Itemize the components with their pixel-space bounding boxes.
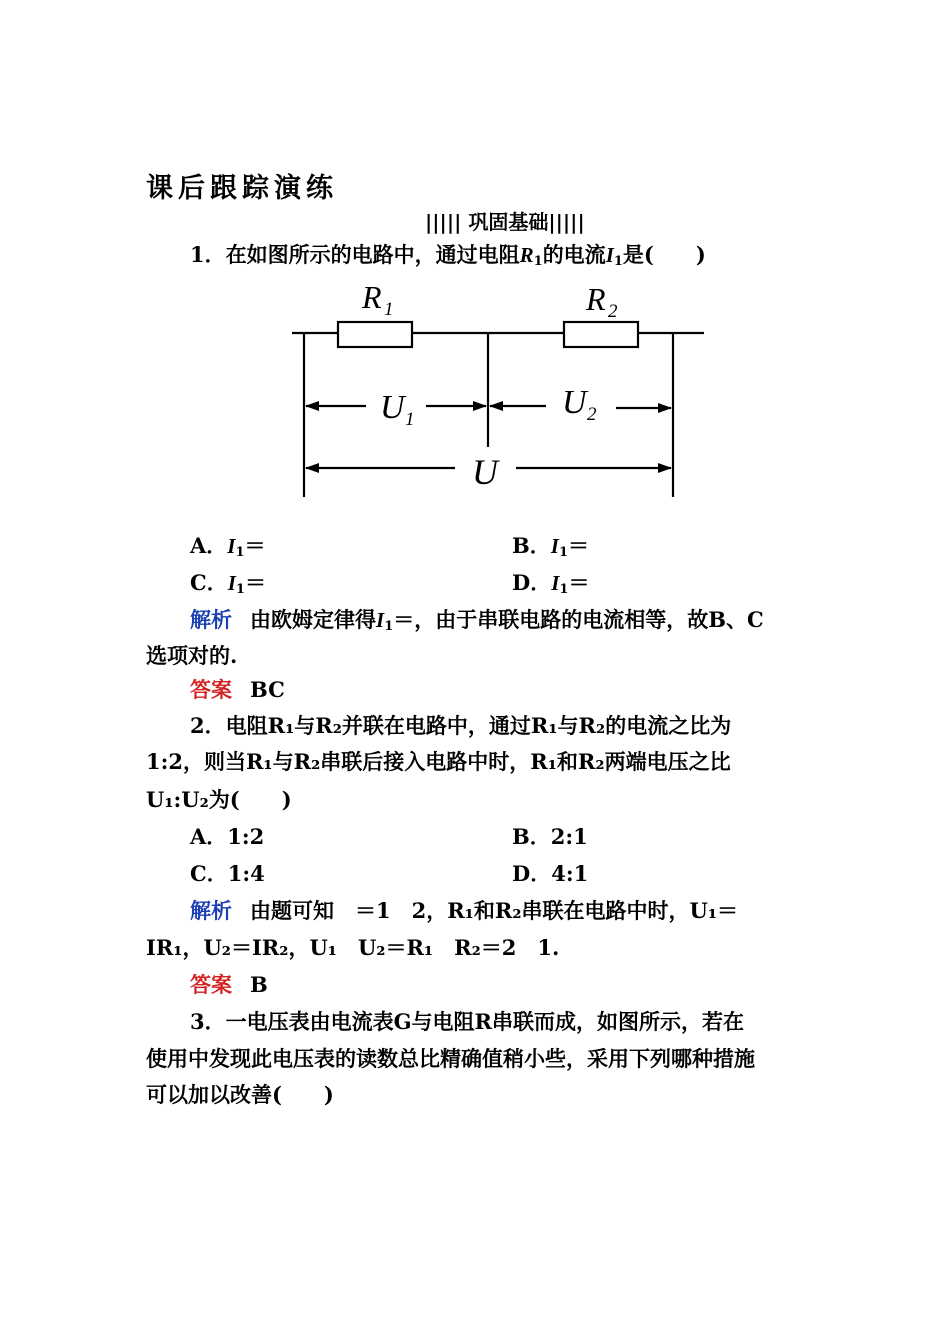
label-u2: U [562,384,587,421]
q1-answer [190,672,285,708]
q3-stem-line2: 使用中发现此电压表的读数总比精确值稍小些，采用下列哪种措施 [146,1046,755,1071]
section-heading: ||||| 巩固基础||||| [425,210,585,234]
label-u: U [472,452,498,492]
resistor-r1 [338,322,412,347]
label-r2: R [586,281,606,317]
q1-analysis: 解析 由欧姆定律得$I_1=$，由于串联电路的电流相等，故B、C [190,607,764,634]
label-r2-sub: 2 [608,301,618,322]
label-u1-sub: 1 [405,409,415,430]
q2-analysis: 解析 由题可知 ＝1 2，R₁和R₂串联在电路中时，U₁＝ [190,898,739,923]
circuit-diagram [280,280,720,505]
q2-analysis-cont: IR₁，U₂＝IR₂，U₁ U₂＝R₁ R₂＝2 1. [146,935,560,960]
q1-var-r: R [519,243,534,267]
q1-answer-value: BC [250,677,285,702]
q1-stem [190,237,706,280]
q2-option-a[interactable]: A．1:2 [190,824,265,849]
page-title: 课后跟踪演练 [146,173,338,204]
q2-stem-line2: 1:2，则当R₁与R₂串联后接入电路中时，R₁和R₂两端电压之比 [146,749,731,774]
q1-option-b[interactable]: B．$I_1=$ [512,533,589,560]
q1-option-d[interactable]: D．$I_1=$ [512,570,590,597]
resistor-r2 [564,322,638,347]
q1-var-i: I [605,243,614,267]
q1-analysis-cont: 选项对的. [146,643,238,668]
q1-var-i-sub: 1 [613,254,623,269]
q1-stem-text-a: 在如图所示的电路中，通过电阻 [225,242,520,267]
q1-var-r-sub: 1 [533,254,543,269]
q2-option-c[interactable]: C．1:4 [190,861,265,886]
q2-option-b[interactable]: B．2:1 [512,824,588,849]
label-r1: R [362,280,382,315]
label-r1-sub: 1 [384,299,394,320]
q2-stem-line3: U₁:U₂为( ) [146,787,292,812]
q1-option-a[interactable]: A．$I_1=$ [190,533,266,560]
q2-answer [190,967,268,1003]
q2-option-d[interactable]: D．4:1 [512,861,589,886]
analysis-label: 解析 [190,607,232,632]
answer-label: 答案 [190,972,232,997]
q3-stem-line1: 3．一电压表由电流表G与电阻R串联而成，如图所示，若在 [190,1009,744,1034]
label-u1: U [380,389,405,426]
q3-stem-line3: 可以加以改善( ) [146,1082,334,1107]
q2-answer-value: B [250,972,268,997]
q2-stem-line1: 2．电阻R₁与R₂并联在电路中，通过R₁与R₂的电流之比为 [190,713,732,738]
q1-stem-text-b: 的电流 [542,242,606,267]
label-u2-sub: 2 [587,404,597,425]
answer-label: 答案 [190,677,232,702]
q1-number: 1． [190,242,226,267]
q1-option-c[interactable]: C．$I_1=$ [190,570,266,597]
q1-stem-text-c: 是( ) [622,242,706,267]
analysis-label: 解析 [190,898,232,923]
